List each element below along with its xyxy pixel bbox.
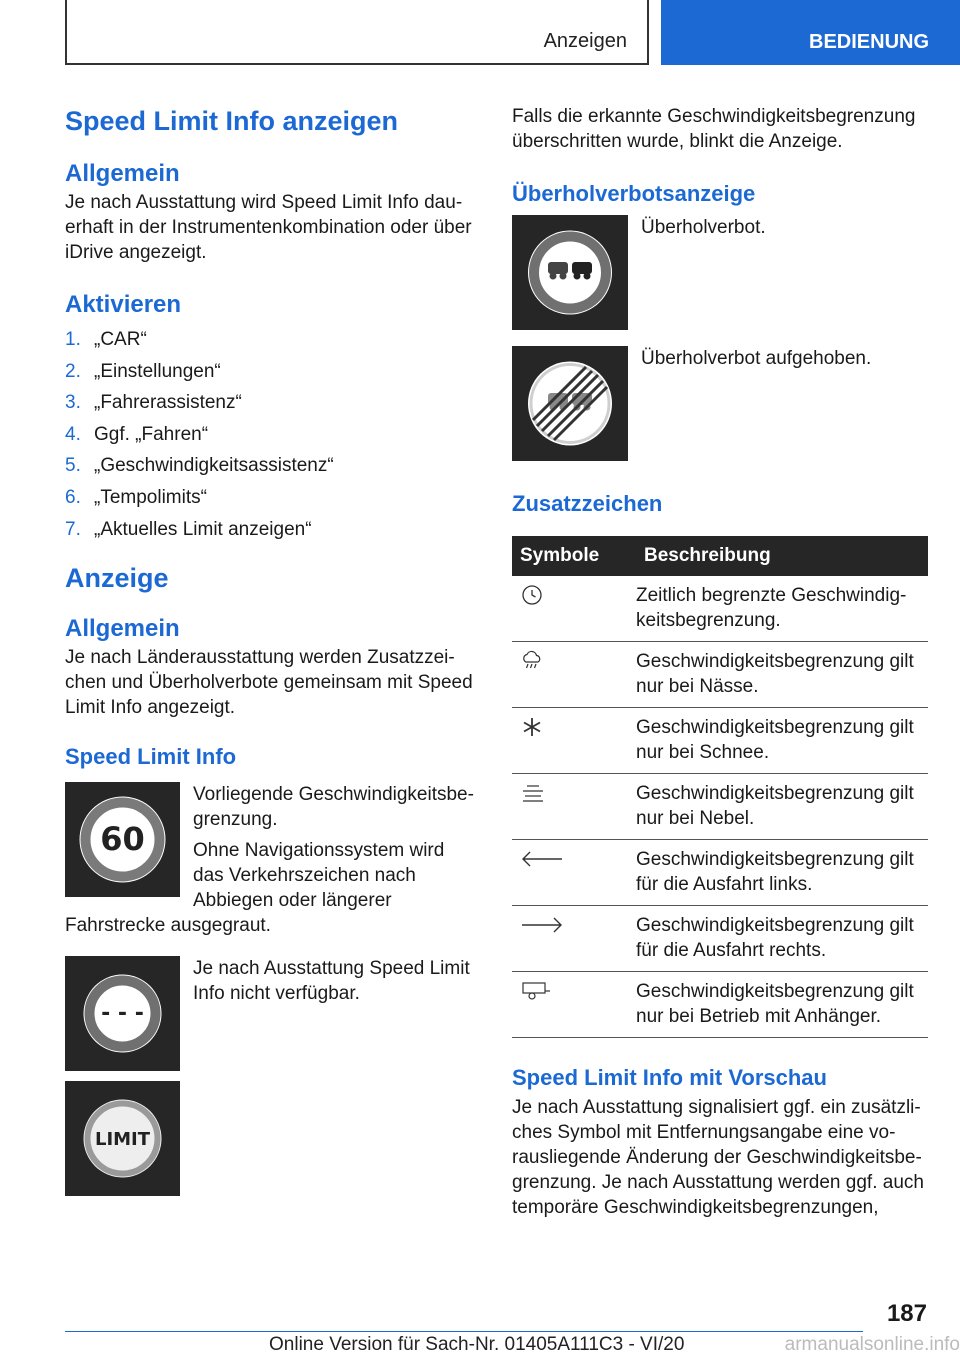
- heading-speed-limit-info: Speed Limit Info: [65, 743, 237, 769]
- sign-60-value: 60: [100, 819, 145, 858]
- row-desc: Geschwindigkeitsbegrenzung gilt nur bei Nässe.: [636, 642, 928, 708]
- intro-text: Falls die erkannte Geschwindigkeitsbegrenzung überschritten wurde, blinkt die Anzeige.: [512, 106, 916, 152]
- step-item: 6. „Tempolimits“: [65, 486, 207, 508]
- step-item: 4. Ggf. „Fahren“: [65, 423, 209, 445]
- speed-sign-60-image: [65, 782, 180, 897]
- watermark-logo: armanualsonline.info: [784, 1334, 960, 1355]
- allgemein-text: Je nach Ausstattung wird Speed Limit Info dauerhaft in der Instrumentenkombination oder über iDrive angezeigt.: [65, 192, 472, 263]
- page-number: 187: [886, 1300, 927, 1327]
- heading-anzeige: Anzeige: [65, 562, 169, 593]
- ueberhol-text-1: Überholverbot.: [641, 217, 766, 238]
- step-item: 7. „Aktuelles Limit anzeigen“: [65, 518, 312, 540]
- heading-allgemein-2: Allgemein: [65, 614, 180, 642]
- row-desc: Geschwindigkeitsbegrenzung gilt nur bei Betrieb mit Anhänger.: [636, 972, 928, 1038]
- heading-zusatzzeichen: Zusatzzeichen: [512, 491, 663, 516]
- right-column: [512, 100, 928, 1220]
- arrow-left-icon: [520, 855, 564, 876]
- snowflake-icon: [520, 723, 544, 744]
- step-item: 5. „Geschwindigkeitsassistenz“: [65, 455, 334, 477]
- step-item: 1. „CAR“: [65, 329, 147, 350]
- heading-allgemein: Allgemein: [65, 160, 180, 187]
- table-header-row: [512, 536, 928, 576]
- left-column: [65, 100, 480, 1196]
- activation-steps: [65, 327, 480, 542]
- page-title: Speed Limit Info anzeigen: [65, 106, 399, 136]
- row-desc: Geschwindigkeitsbegrenzung gilt für die Ausfahrt rechts.: [636, 906, 928, 972]
- row-desc: Geschwindigkeitsbegrenzung gilt für die Ausfahrt links.: [636, 840, 928, 906]
- table-row: [512, 774, 928, 840]
- table-row: [512, 576, 928, 642]
- footer-divider: [65, 1331, 863, 1332]
- sli-text-2: Ohne Navigationssystem wird das Verkehrszeichen nach Abbiegen oder längerer Fahrstrecke ausgegraut.: [65, 839, 445, 936]
- table-row: [512, 642, 928, 708]
- end-no-overtaking-sign-image: [512, 346, 628, 461]
- col-symbol-header: Symbole: [512, 536, 636, 576]
- trailer-icon: [520, 987, 552, 1008]
- no-overtaking-sign-image: [512, 215, 628, 330]
- header-section-box: [65, 0, 649, 65]
- row-desc: Zeitlich begrenzte Geschwindigkeitsbegrenzung.: [636, 576, 928, 642]
- arrow-right-icon: [520, 921, 564, 942]
- col-desc-header: Beschreibung: [636, 536, 928, 576]
- sli-text-3: Je nach Ausstattung Speed Limit Info nicht verfügbar.: [193, 957, 470, 1004]
- header-section-title: Anzeigen: [543, 30, 627, 52]
- rain-cloud-icon: [520, 657, 544, 678]
- heading-ueberholverbot: Überholverbotsanzeige: [512, 181, 756, 206]
- row-desc: Geschwindigkeitsbegrenzung gilt nur bei Nebel.: [636, 774, 928, 840]
- dash-value: - - -: [101, 1000, 144, 1026]
- row-desc: Geschwindigkeitsbegrenzung gilt nur bei Schnee.: [636, 708, 928, 774]
- header-chapter-title: BEDIENUNG: [809, 31, 930, 53]
- zusatzzeichen-table: [512, 536, 928, 1038]
- header-chapter-box: [661, 0, 960, 65]
- table-row: [512, 906, 928, 972]
- heading-vorschau: Speed Limit Info mit Vorschau: [512, 1065, 827, 1090]
- ueberhol-text-2: Überholverbot aufgehoben.: [641, 348, 872, 369]
- table-row: [512, 840, 928, 906]
- step-item: 2. „Einstellungen“: [65, 360, 221, 382]
- table-row: [512, 708, 928, 774]
- clock-icon: [520, 591, 544, 612]
- step-item: 3. „Fahrerassistenz“: [65, 392, 242, 414]
- sli-text-1: Vorliegende Geschwindigkeitsbegrenzung.: [193, 783, 474, 830]
- fog-icon: [520, 789, 546, 810]
- vorschau-text: Je nach Ausstattung signalisiert ggf. ein zusätzliches Symbol mit Entfernungsangabe eine vorausliegende Änderung der Geschwindigkeitsbegrenzung. Je nach Ausstattung werden ggf. auch temporäre Geschwindigkeitsbegrenzungen,: [512, 1097, 924, 1218]
- speed-sign-limit-image: [65, 1081, 180, 1196]
- allgemein-2-text: Je nach Länderausstattung werden Zusatzzeichen und Überholverbote gemeinsam mit Speed Limit Info angezeigt.: [65, 646, 473, 718]
- limit-value: LIMIT: [94, 1128, 151, 1150]
- table-row: [512, 972, 928, 1038]
- speed-sign-unavailable-image: [65, 956, 180, 1071]
- footer-version: Online Version für Sach-Nr. 01405A111C3 - VI/20: [269, 1334, 685, 1355]
- heading-aktivieren: Aktivieren: [65, 291, 182, 318]
